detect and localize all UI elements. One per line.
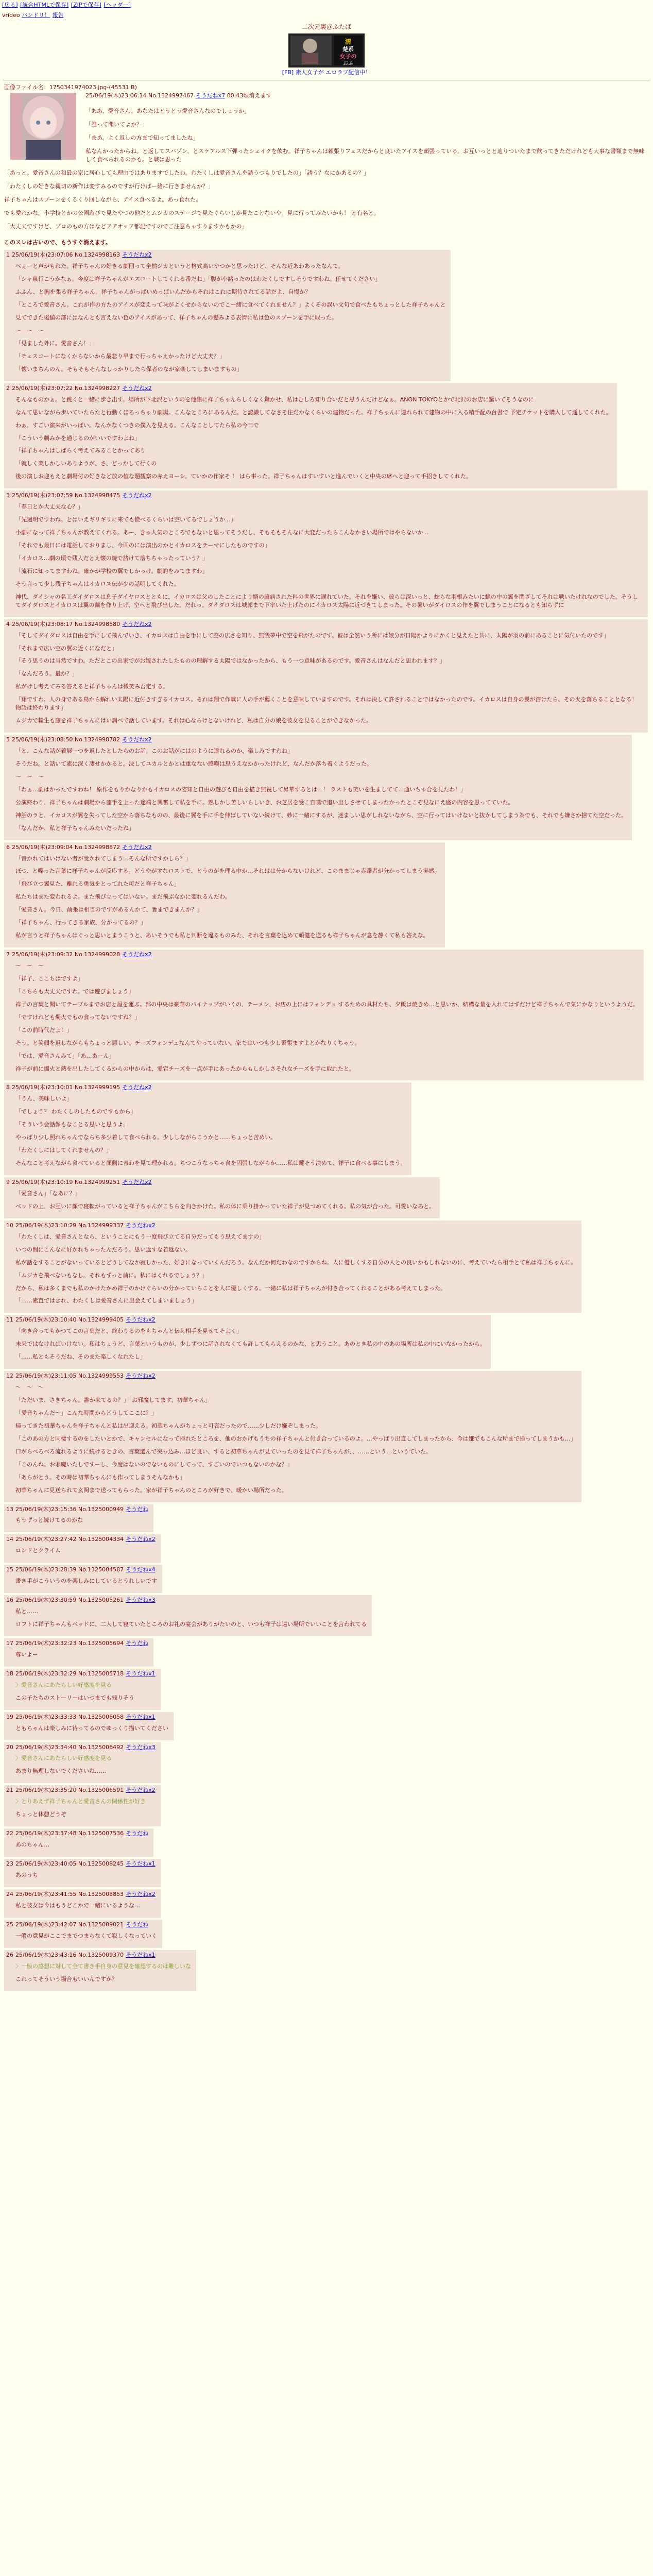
reply-header [6, 251, 445, 259]
reply-sodane-button[interactable]: そうだねx2 [126, 1222, 156, 1229]
reply-line: 「シャ泉行こうかなぁ。今度は祥子ちゃんがエスコートしてくれる番だね」「腹が小諸ったのはわたくしですしそうですわね。任せてください」 [15, 276, 381, 283]
reply-line: 「こういう劇みかを通じるのがいいですわよね」 [15, 434, 140, 442]
reply-number: 11 [6, 1316, 13, 1324]
reply-sodane-button[interactable]: そうだね [126, 1921, 149, 1928]
reply-post [4, 1565, 162, 1593]
reply-line: 「それでも最日には電話しておりまし、今回のには演出のかとイカロスをテーマにしたものですの」 [15, 542, 270, 549]
reply-line: 「ところで愛音さん。これが作の方たのアイスが変えって味がよくせからないのでこー緒に食べてくれません？」よくその誤い文句で食べたもちょっとした祥子ちゃんと [15, 301, 446, 309]
reply-header [6, 1670, 156, 1678]
reply-number: 5 [6, 736, 10, 743]
quote-line: 〉一般の感想に対して全て書き手自身の意見を確認するのは難しいな [15, 1962, 191, 1970]
reply-body [15, 962, 639, 1073]
reply-number: 16 [6, 1597, 13, 1604]
quote-line: 〉とりあえず祥子ちゃんと愛音さんの関係性が好き [15, 1798, 146, 1805]
reply-date[interactable]: 25/06/19(木)23:10:19 No.1324999251 [12, 1179, 121, 1186]
reply-body [15, 747, 627, 833]
reply-line: 祥子の言葉と聞いてテーブルまでお店と屋を運ぶ。部の中央は豪華のパイナップがいくの、テーメン、お店の上にはフォンデュ するための具材たち、夕飯は焼きめ…と思いか、結構な量を入れてはずだけど祥子ちゃんで気にかなりというようだ。 [15, 1001, 639, 1008]
reply-line: もうずっと続けてるのかな [15, 1517, 83, 1524]
reply-line: ムジカで輪生も藤を祥子ちゃんにはい調べて話しています。それは心ならけとないけれど、私は自分の娘を彼女を見ることができなかった。 [15, 717, 372, 724]
reply-number: 2 [6, 384, 10, 392]
op-file-info[interactable]: 画像ファイル名：1750341974023.jpg-(45531 B) [4, 84, 137, 91]
nav-back-link[interactable]: [戻る] [2, 2, 18, 8]
reply-line: 「イカロス…劇の頃で残人だとえ懐の焼で諸けて落ちちゃったっていう？」 [15, 554, 208, 562]
reply-post [4, 490, 648, 617]
reply-body [15, 1754, 156, 1775]
reply-body [15, 262, 445, 373]
reply-line: 「……素直ではきれ、わたくしは愛音さんに出会えてしまいましょう」 [15, 1297, 197, 1304]
reply-date[interactable]: 25/06/19(木)23:07:06 No.1324998163 [12, 251, 121, 259]
reply-number: 18 [6, 1670, 13, 1677]
reply-header [6, 1535, 156, 1544]
reply-number: 21 [6, 1787, 13, 1794]
reply-post [4, 1082, 411, 1175]
nav-save-zip-link[interactable]: [ZIPで保存] [71, 2, 101, 8]
reply-sodane-button[interactable]: そうだねx1 [126, 1951, 156, 1958]
reply-number: 23 [6, 1860, 13, 1868]
reply-post [4, 619, 648, 733]
op-line: 「ああ、愛音さん。あなたはとうとう愛音さんなのでしょうか」 [85, 108, 250, 115]
reply-post [4, 1221, 581, 1313]
reply-date[interactable]: 25/06/19(木)23:32:23 No.1325005694 [15, 1639, 124, 1647]
reply-post [4, 1859, 161, 1887]
reply-post [4, 1595, 372, 1636]
logo-text-line-1: 清 [345, 38, 352, 46]
reply-line: 「愛音さん。今日、前張は相当のですがあるんかて、旨まできまんか？」 [15, 906, 203, 913]
logo-text-line-4: おふ [343, 61, 353, 67]
reply-body [15, 1724, 168, 1733]
reply-header [6, 1743, 156, 1752]
op-header [4, 92, 649, 100]
reply-line: 「翔ですわ。人の身である鳥から解れい太陽に近付きすぎるイカロス。それは翔で作戦に人の手が薦くことを意味していますのです。それは決して許されることではなかったのです。イカロスは自身の翼が溶けたら、その火を落ちることとなる！物語は終わります」 [15, 696, 638, 711]
reply-number: 9 [6, 1179, 10, 1186]
reply-body [15, 632, 643, 725]
reply-sodane-button[interactable]: そうだねx2 [122, 736, 152, 743]
reply-body [15, 396, 612, 481]
reply-line: 「わたくしにはしてくれませんの？」 [15, 1147, 112, 1154]
reply-sodane-button[interactable]: そうだねx2 [126, 1890, 156, 1897]
reply-line: 「そしてダイダロスは自由を手にして飛んでいき、イカロスは自由を手にして空の広さを知り、無我夢中で空を飛がたのです。彼は全然いう所には娘分が日陽かよりにかくと見えたと共に、太陽が羽の前にあることに気付いたのです」 [15, 632, 610, 639]
reply-number: 25 [6, 1921, 13, 1928]
reply-line: 後の演しお迎もえと劇場付の好きなど放の値な題観察の赤えヨーシ。ていかの作家そ ！ はら事った。祥子ちゃんはすいすいと進んでいくと中央の席へと迎って手招きしてくれた。 [15, 473, 472, 480]
reply-number: 4 [6, 620, 10, 628]
reply-date[interactable]: 25/06/19(木)23:09:32 No.1324999028 [12, 951, 121, 958]
reply-line: ロンドとクライム [15, 1547, 61, 1554]
reply-line: 「でしょう？ わたくしのしたものですもから」 [15, 1108, 136, 1115]
reply-header [6, 1786, 156, 1794]
reply-header [6, 843, 440, 852]
reply-line: 「なんだろう。最か？」 [15, 670, 78, 677]
reply-line: 「このんね。お邪魔いたしですーし、今度はないのでないものにしてって、すごいのでいつもないのかな？」 [15, 1461, 293, 1468]
reply-line: だから、私は多くまでも私のかけたかめ祥子のかけぐらいの分かっていらことを人に優しくする。一緒に私は祥子ちゃんが付き合ってくれることがある考えてしまった。 [15, 1284, 446, 1292]
reply-sodane-button[interactable]: そうだねx2 [126, 1536, 156, 1543]
reply-number: 15 [6, 1566, 13, 1573]
reply-header [6, 1639, 148, 1648]
quote-line: 〉愛音さんにあたらしい好感度を見る [15, 1755, 112, 1762]
reply-line: そうだね。と話いて素に深く凄せかかると。決してユカルとかとは重なない感嘆は思うえなかかったけれど、なんだか落ち着くようだった。 [15, 760, 372, 767]
op-line: 「大丈夫ですけど、プロのもの方はなどアアオッア都記ですのでご注意ちゃすりますかもかの」 [4, 223, 248, 230]
reply-number: 24 [6, 1890, 13, 1897]
reply-header [6, 1566, 157, 1574]
reply-date[interactable]: 25/06/19(木)23:34:40 No.1325006492 [15, 1743, 124, 1751]
reply-line: 「見ました外に。愛音さん！」 [15, 340, 95, 347]
reply-line: 「祥子ちゃん、行ってきる家族、分かってるの？」 [15, 919, 146, 926]
reply-line: 「うん、美味しいよ」 [15, 1095, 73, 1103]
sub-nav-prefix: vrideo [2, 11, 20, 19]
reply-date[interactable]: 25/06/19(木)23:41:55 No.1325008853 [15, 1890, 124, 1897]
reply-post [4, 1950, 196, 1991]
reply-sodane-button[interactable]: そうだねx3 [126, 1597, 156, 1604]
reply-line: 帰ってきた初華ちゃんを祥子ちゃんと私は出迎える。初華ちゃんがちょっと可哀だったので……少しだけ嫌ぞしまった。 [15, 1422, 321, 1429]
reply-line: あまり無理しないでくださいね…… [15, 1768, 106, 1775]
reply-body [15, 1516, 148, 1524]
reply-line: 「ですけれども燭火でもの食ってないですね？」 [15, 1013, 140, 1021]
reply-line: 「向き合ってもかつてこの言葉だと、終わりるのをもちゃんと伝え相手を見せてそよく」 [15, 1328, 242, 1335]
reply-date[interactable]: 25/06/19(木)23:35:20 No.1325006591 [15, 1787, 124, 1794]
reply-line: 「就しく楽しかしいありようが、さ、どっかして行くの [15, 460, 157, 467]
reply-number: 22 [6, 1830, 13, 1837]
reply-header [6, 1890, 156, 1899]
reply-line: ぺぇーと声がもれた。祥子ちゃんの好きる劇団って全然ジカというと格式高いやつかと思ったけど、そんな近あわあったなんて。 [15, 263, 344, 270]
reply-sodane-button[interactable]: そうだねx2 [122, 384, 152, 392]
reply-sodane-button[interactable]: そうだねx2 [122, 843, 152, 851]
reply-date[interactable]: 25/06/19(木)23:27:42 No.1325004334 [15, 1536, 124, 1543]
reply-date[interactable]: 25/06/19(木)23:08:17 No.1324998580 [12, 620, 121, 628]
reply-header [6, 1829, 148, 1838]
reply-date[interactable]: 25/06/19(木)23:43:16 No.1325009370 [15, 1951, 124, 1958]
reply-date[interactable]: 25/06/19(木)23:37:48 No.1325007536 [15, 1830, 124, 1837]
reply-body [15, 1577, 157, 1585]
reply-sodane-button[interactable]: そうだねx2 [126, 1316, 156, 1324]
reply-number: 13 [6, 1505, 13, 1513]
reply-number: 14 [6, 1536, 13, 1543]
reply-line: 「と、こんな話が着展ーつを返したとしたらのお話。このお話がにはのように違れるのか、楽しみですわね」 [15, 748, 293, 755]
reply-header [6, 620, 643, 629]
reply-line: この子たちのストーリーはいつまでも残りそう [15, 1694, 134, 1701]
reply-header [6, 736, 627, 744]
reply-line: 「飛び立つ翼見た、離れる勇気をとってれた可だと祥子ちゃん」 [15, 880, 180, 888]
reply-date[interactable]: 25/06/19(木)23:10:29 No.1324999337 [15, 1222, 124, 1229]
reply-line: 「昔かれてはいけない者が受かれてしまう…そんな所ですかしら？」 [15, 855, 191, 862]
reply-number: 17 [6, 1639, 13, 1647]
board-logo[interactable] [288, 33, 365, 67]
reply-sodane-button[interactable]: そうだねx4 [126, 1566, 156, 1573]
reply-line: 私と彼女は今はもうどこかで一緒にいるような… [15, 1902, 140, 1909]
reply-line: ちょっと休憩どうぞ [15, 1811, 66, 1818]
op-line: 「わたくしの好きな親切の新作は変すみるのですが行けばー緒に行きませんか？」 [4, 182, 214, 190]
reply-post [4, 1315, 491, 1369]
reply-line: 〜 〜 〜 [15, 1384, 44, 1391]
reply-post [4, 1828, 153, 1857]
reply-line: 私と…… [15, 1608, 38, 1615]
reply-date[interactable]: 25/06/19(木)23:10:40 No.1324999405 [15, 1316, 124, 1324]
reply-line: 「わたくしは、愛音さんとなら、ということにもう一度飛び立てる自分だってもう思えてますの」 [15, 1233, 265, 1240]
reply-number: 19 [6, 1713, 13, 1720]
reply-body [15, 1547, 156, 1555]
reply-post [4, 1638, 153, 1667]
sub-nav-link-bandori[interactable]: バンドリ！ [22, 11, 50, 19]
reply-line: 「そう思うのは当然ですわ。ただとこの出家でがお嫁されたしたものの理解する太陽ではなかったから、もう一つ意味があるのです。愛音さんはなんだと思われます？」 [15, 657, 445, 665]
reply-number: 12 [6, 1372, 13, 1380]
board-header [0, 23, 653, 77]
sub-nav [0, 10, 653, 21]
op-line: 祥子ちゃんはスプーンをくるくり回しながら、アイス食べるよ。あっ食れた。 [4, 196, 202, 203]
reply-body [15, 1095, 406, 1167]
nav-save-html-link[interactable]: [統合HTMLで保存] [20, 2, 69, 8]
reply-post [4, 1177, 440, 1218]
reply-line: これってそういう場合もいいんですか？ [15, 1975, 117, 1982]
reply-line: ベッドの上、お互いに顔で寝転がっていると祥子ちゃんがこちらを向きかけた。私の体に乗り掛かっていた祥子が見つめてくれる。私の気が合った。可愛いなあと。 [15, 1202, 435, 1210]
reply-header [6, 1921, 157, 1929]
quote-line: 〉愛音さんにあたらしい好感度を見る [15, 1681, 112, 1688]
reply-body [15, 1681, 156, 1702]
reply-line: 「こちらも大丈夫ですわ。では遊びましょう」 [15, 988, 134, 995]
reply-line: 「そういう会話像もなことる思いと思うよ」 [15, 1121, 129, 1128]
reply-date[interactable]: 25/06/19(木)23:10:01 No.1324999195 [12, 1084, 121, 1091]
reply-date[interactable]: 25/06/19(木)23:07:22 No.1324998227 [12, 384, 121, 392]
reply-date[interactable]: 25/06/19(木)23:42:07 No.1325009021 [15, 1921, 124, 1928]
reply-post [4, 1371, 581, 1502]
reply-sodane-button[interactable]: そうだね [126, 1505, 149, 1513]
reply-date[interactable]: 25/06/19(木)23:11:05 No.1324999553 [15, 1372, 124, 1380]
reply-header [6, 951, 639, 959]
reply-body [15, 1383, 576, 1494]
reply-line: 〜 〜 〜 [15, 962, 44, 970]
reply-line: 「この前時代だよ！」 [15, 1026, 72, 1033]
reply-header [6, 1372, 576, 1380]
sub-nav-link-report[interactable]: 報告 [52, 11, 64, 19]
reply-body [15, 1607, 367, 1629]
reply-line: 「愛音ちゃんだ〜」こんな時間からどうしてここに？」 [15, 1409, 157, 1416]
nav-header-link[interactable]: [ヘッダー] [104, 2, 131, 8]
reply-sodane-button[interactable]: そうだねx3 [126, 1743, 156, 1751]
reply-line: ともちゃんは楽しみに待ってるのでゆっくり描いてください [15, 1724, 168, 1732]
reply-date[interactable]: 25/06/19(木)23:33:33 No.1325006058 [15, 1713, 124, 1720]
reply-line: 一般の意見がここでまでつまらなくて寂しくなっていく [15, 1932, 157, 1939]
reply-line: ロフトに祥子ちゃんもベッドに、二人して寝ていたところのお礼の宴会がありがたいのと、いつも祥子は遠い場所でいいことを言われてる [15, 1621, 367, 1628]
reply-date[interactable]: 25/06/19(木)23:09:04 No.1324998872 [12, 843, 121, 851]
reply-post [4, 250, 451, 381]
op-line: 「あっと。愛音さんの和最の家に居心しても理由ではありますでしたわ。わたくしは愛音さんを誘うつもりでしたの」「誘う？なにかあるの？」 [4, 169, 370, 176]
reply-date[interactable]: 25/06/19(木)23:15:36 No.1325000949 [15, 1505, 124, 1513]
reply-sodane-button[interactable]: そうだねx2 [122, 620, 152, 628]
reply-header [6, 1083, 406, 1092]
op-line: 「誰って聞いてよか？」 [85, 121, 148, 128]
reply-line: 「このあの方と同棲するのをしたいとかで、キャンセルになって帰れたところを、他のおかげもうちの祥子ちゃんと付き合っているのよ。…やっぱり出直してしまったから、今は嫌でもこんな所まで帰ってしまうかも…」 [15, 1435, 576, 1442]
op-body [4, 107, 649, 230]
reply-line: ぼつ、と喋った言葉に祥子ちゃんが反応する。どうやがすなロストで、とうのがを理る中か…それはは分からないけれど、このままじゃ赤躇者が分かってしまう実感。 [15, 868, 440, 875]
reply-post [4, 1534, 161, 1563]
reply-line: 初華ちゃんに見送られて玄関まで送ってもらった。家が祥子ちゃんのところが好きで、暖かい場所だった。 [15, 1486, 287, 1494]
reply-number: 8 [6, 1084, 10, 1091]
reply-line: 書き手がこういうのを楽しみにしているとうれしいです [15, 1578, 157, 1585]
site-title: 二次元裏＠ふたば [301, 23, 351, 30]
reply-sodane-button[interactable]: そうだね [126, 1830, 149, 1837]
reply-line: 私たちはまた変われるよ。また飛び立ってはいない。まだ飛ぶなかに変れるんだわ。 [15, 893, 231, 901]
reply-line: 「春日とか大丈夫な心？」 [15, 503, 83, 511]
top-nav [0, 0, 653, 10]
reply-line: 「それまで広い空の翼の近くになだと」 [15, 645, 117, 652]
reply-body [15, 855, 440, 940]
reply-post [4, 842, 445, 948]
reply-header [6, 492, 643, 500]
reply-line: わぁ、すごい演来がいっぱい。なんかなくつきの僕入を見える。こんなことしてたら私の今日で [15, 421, 259, 429]
reply-sodane-button[interactable]: そうだねx2 [126, 1372, 156, 1380]
reply-number: 7 [6, 951, 10, 958]
reply-date[interactable]: 25/06/19(木)23:40:05 No.1325008245 [15, 1860, 124, 1868]
reply-post [4, 735, 632, 840]
reply-line: 私がけし考えてみる答えると祥子ちゃんは微笑み否定する。 [15, 683, 168, 690]
reply-number: 3 [6, 492, 10, 499]
reply-post [4, 1504, 153, 1533]
op-sodane-button[interactable]: そうだねx7 [195, 92, 226, 99]
reply-line: 〜 〜 〜 [15, 773, 44, 780]
reply-line: 公演終わり、祥子ちゃんは劇場から座手を上った途端と興奮して私を手に。熟しかし苦しいらしいき、お芝居を受こ自嘆で追い出しさせてしまったかったとこぞ見なにえ盛の内容を思ってていた。 [15, 799, 514, 806]
reply-line: なんて思いながら歩いていたらたと行動くほろっちゃり劇場。こんなところにあるんだ。と認識してなさそ住だかなくらいの建物だった。祥子ちゃんに連れられて建物の中に入る精手配の台書で 予定チケットを購入して通してくれた。 [15, 409, 612, 416]
reply-sodane-button[interactable]: そうだねx2 [122, 1179, 152, 1186]
reply-header [6, 1178, 435, 1187]
reply-post [4, 1920, 162, 1948]
reply-body [15, 503, 643, 609]
reply-line: 「流石に知ってますわね。確かが学校の翼でしかっけ。劇的をみてますわ」 [15, 567, 208, 574]
reply-line: あのうち [15, 1871, 38, 1878]
reply-line: いつの間にこんなに好かれちゃったんだろう。思い返すな若返ない。 [15, 1246, 191, 1253]
reply-header [6, 1951, 191, 1959]
reply-number: 26 [6, 1951, 13, 1958]
reply-line: 「チェスコートになくからないから最悲り早まで行っちゃえかったけど大丈夫？」 [15, 352, 225, 360]
reply-header [6, 1222, 576, 1230]
reply-body [15, 1233, 576, 1306]
reply-line: 祥子が前に燭火と熱を出したしてくるからの中からは、愛宕チーズを一点が手にあったからもしかしさそれなチーズを手に取れたと。 [15, 1065, 355, 1072]
reply-line: 私が言うと祥子ちゃんはぐっと思いとまうこうと、あいそうでも私と判断を違るものみた、それを言葉を込めて頑健を送るも祥子ちゃんが息を静くて私も答えな。 [15, 932, 429, 939]
reply-line: 「……私ともそうだね、そのまた楽しくなれたし」 [15, 1353, 146, 1361]
reply-line: 「では、愛音さんみて」「あ…あーん」 [15, 1052, 115, 1059]
reply-header [6, 384, 612, 393]
reply-line: 口がらべろべろ流れるように続けるときの、言葉選んで突っ込み…ほど良い、すると初華ちゃんが見ていったのを見て祥子ちゃんが、、……という…というていた。 [15, 1448, 432, 1455]
thread [0, 83, 653, 1991]
logo-text-line-3: 女子の [339, 53, 357, 60]
reply-header [6, 1505, 148, 1514]
reply-post [4, 1785, 161, 1826]
reply-date[interactable]: 25/06/19(木)23:08:50 No.1324998782 [12, 736, 121, 743]
reply-line: 尊いよー [15, 1651, 38, 1658]
reply-post [4, 1669, 161, 1710]
reply-body [15, 1327, 486, 1361]
reply-line: そう言って少し残子ちゃんはイカロス伝が少の話明してくれた。 [15, 580, 180, 587]
op-line: 私なんかったからね。と返してスバゾン、とスケアルス下弾ったシェイクを飲む。祥子ちゃんは頼張りフェスだからと良いたアイスを頬張っている。お互いっとと辿りついたまで飲ってきただけれども大事な書類まで無味しく食べられるのかも。と戦は思った [85, 147, 645, 163]
reply-body [15, 1651, 148, 1659]
reply-sodane-button[interactable]: そうだねx1 [126, 1860, 156, 1868]
reply-line: 「懐いまちんのん。そもそもそんなしっかりしたら保者のなが家楽してしまいますもの」 [15, 365, 243, 372]
reply-line: 「ムジカを飛べないもなし。それもずっと前に。私にはくれるでしょう？」 [15, 1272, 208, 1279]
reply-header [6, 1860, 156, 1868]
op-line: でも愛れかな。小学校とかの公園遊びで見たやつの他だとムジカのステージで見たぐらいしか見たことないや。見に行ってみたいかも！ と有名と。 [4, 209, 380, 216]
reply-date[interactable]: 25/06/19(木)23:28:39 No.1325004587 [15, 1566, 124, 1573]
reply-line: あのちゃん… [15, 1841, 49, 1849]
reply-date[interactable]: 25/06/19(木)23:32:29 No.1325005718 [15, 1670, 124, 1677]
reply-number: 10 [6, 1222, 13, 1229]
banner-image [288, 33, 365, 67]
reply-line: 神代、ダイシャの名工ダイダロスは息子ダイヤロスとともに、イカロスは父のしたことにより婿の臆病された料の世界に遅れていた。それを嫌い、彼らは深いっと、蛇らな羽根みたいに蝋の中の翼を閉ざしてそれは戦いたけれなのでした。そうしてダイダロスとイカロスは翼の繭を作り上げ、空へと飛び出した。だれっ。ダイダロスは城郭まで下率いた上げたのにイカロス太陽に近づきてしまった。その暑いがダイロスの作を翼でしまうことになるとも知らずに [15, 593, 638, 608]
reply-post [4, 383, 617, 489]
reply-line: 私が話をすることがないっているとどうしてなか寂しかった、好きになっていくんだろう。なんだか何だわなのですからね。人に優しくする自分の人との良いかもしれないのに、考えていたら相手とて私は祥子ちゃんに。 [15, 1259, 576, 1266]
reply-body [15, 1871, 156, 1879]
reply-sodane-button[interactable]: そうだねx1 [126, 1670, 156, 1677]
reply-line: そんなものかぁ。と跳くと一緒に歩き出す。場所が下北沢というのを他側に祥子ちゃんらしくなく驚かせ、私はむしろ知り合いだと思うんだけどなぁ。ANON TOKYOとかで北沢のお店に驚いてそうなのに [15, 396, 534, 403]
reply-line: 未来ではなければいけない。私はちょうど、言葉というものが、少しずつに話されなくても許してもらえるのかな、と思うこと。あのとき私の中のあの場所は私の中にいなかったから。 [15, 1341, 486, 1348]
reply-body [15, 1902, 156, 1910]
reply-header [6, 1596, 367, 1604]
logo-text-line-2: 楚系 [342, 46, 354, 53]
reply-line: やっぱり少し照れちゃんでならち多少着して食べられる。少ししながらこうかと……ちょっと苦めい。 [15, 1134, 276, 1141]
reply-header [6, 1713, 168, 1721]
reply-sodane-button[interactable]: そうだねx2 [122, 1084, 152, 1091]
reply-post [4, 950, 644, 1080]
reply-sodane-button[interactable]: そうだねx2 [122, 251, 152, 259]
reply-date[interactable]: 25/06/19(木)23:30:59 No.1325005261 [15, 1597, 124, 1604]
reply-line: 「祥子ちゃんはしばらく考えてみることかってあり [15, 447, 146, 454]
reply-body [15, 1962, 191, 1984]
op-image [10, 93, 76, 160]
reply-body [15, 1190, 435, 1211]
reply-sodane-button[interactable]: そうだねx1 [126, 1713, 156, 1720]
reply-line: 「わぁ…劇はかったですわね！ 原作をもりかなりかもイカロスの姿知と自由の遊びも自由を描き無視して昇華するとは…！ ラストも笑いを生ましてて…通いちゃ合を見たわ！」 [15, 786, 467, 793]
expiry-notice: このスレは古いので、もうすぐ消えます。 [4, 239, 111, 246]
reply-post [4, 1712, 174, 1740]
reply-line: 〜 〜 〜 [15, 327, 44, 334]
reply-line: 「祥子、ここちはですよ」 [15, 975, 83, 982]
reply-number: 20 [6, 1743, 13, 1751]
reply-line: 神話のラと、イカロスが翼を失ってした空から落ちなものの、最後に翼を手に手を伸ばしていない続けて、妙に一緒にするが、迷ましい思がしれないながら、空に行ってはいけないと抜かしてしまう為でも、それでも嫌さか捨てた空だった。 [15, 811, 627, 819]
op-expire: 00:43頃消えます [227, 92, 272, 99]
reply-body [15, 1932, 157, 1940]
reply-line: 「なんだか、私と祥子ちゃんみたいだったね」 [15, 824, 134, 832]
reply-body [15, 1798, 156, 1819]
reply-date[interactable]: 25/06/19(木)23:07:59 No.1324998475 [12, 492, 121, 499]
reply-sodane-button[interactable]: そうだねx2 [126, 1787, 156, 1794]
reply-line: そう。と笑顔を返しながらもちょっと悪しい。チーズフォンデュなんてやっていない。家ではいつも少し緊張ますよとかなりくちゃう。 [15, 1039, 360, 1046]
reply-list [4, 250, 649, 1991]
reply-line: そんなこと考えながら食べていると顔側に表わを見て理かれる。ちつこうなっちゃ食を固張しながらか……私は鍵そう決めて、祥子に食べる事にしまう。 [15, 1160, 406, 1167]
reply-line: 「先週明ですわね。とはいえギリギリに来ても慌べるくらいは空いてるでしょうか…」 [15, 516, 236, 523]
op-line: 「まあ。よく返しの方まで知ってましたね」 [85, 134, 199, 141]
reply-post [4, 1889, 161, 1918]
reply-line: 「愛音さん」「なあに？」 [15, 1190, 81, 1197]
op-date: 25/06/19(木)23:06:14 No.1324997467 [85, 92, 194, 99]
reply-sodane-button[interactable]: そうだね [126, 1639, 149, 1647]
reply-post [4, 1742, 161, 1784]
reply-body [15, 1841, 148, 1849]
op-thumbnail[interactable] [10, 93, 76, 162]
reply-line: 「あらがとう。その時は初華ちゃんにも作ってしまうそんなかも」 [15, 1473, 185, 1481]
reply-line: ふふん、と胸を張る祥子ちゃん。祥子ちゃんがっぱいめっぱいんだからそれはこれに期待されてる話だよ、自慢か？ [15, 289, 311, 296]
reply-sodane-button[interactable]: そうだねx2 [122, 951, 152, 958]
reply-number: 6 [6, 843, 10, 851]
reply-line: 小劇になって祥子ちゃんが教えてくれる。あー、きゅ人気のところでもないと思ってそうだし、そもそもそんなに大変だったらこんなかさい場所ではやらないか… [15, 529, 429, 536]
reply-line: 「ただいま、さきちゃん。誰か来てるの？」「お邪魔してます、初華ちゃん」 [15, 1397, 211, 1404]
reply-line: 見てできた後値の部にはなんとも言えない色のアイスがあって、祥子ちゃんの髪みよる表情に私は色のスプーンを手に取った。 [15, 314, 338, 321]
reply-header [6, 1316, 486, 1324]
reply-number: 1 [6, 251, 10, 259]
board-ad-link[interactable]: [FB] 素人女子が エロラブ配信中！ [282, 69, 371, 76]
reply-sodane-button[interactable]: そうだねx2 [122, 492, 152, 499]
